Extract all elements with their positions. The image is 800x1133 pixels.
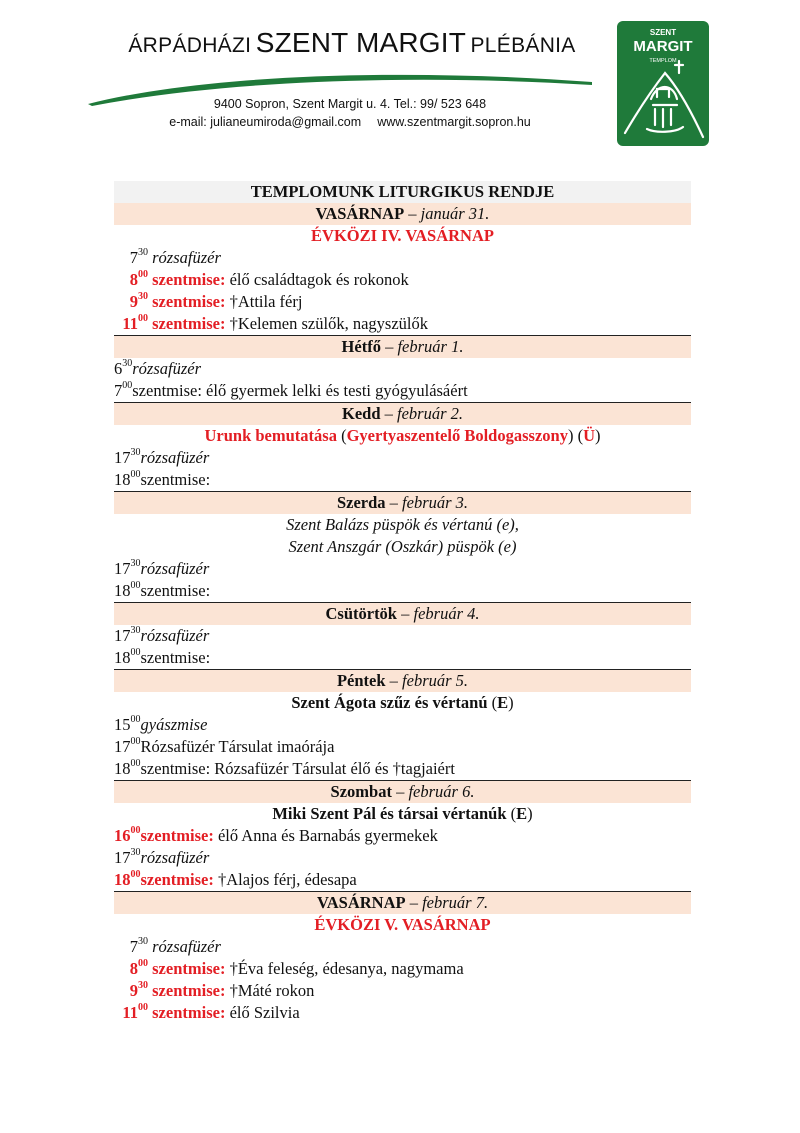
event-label: szentmise: xyxy=(140,870,214,889)
event-label: gyászmise xyxy=(140,715,208,734)
day-header xyxy=(114,780,691,803)
day-header xyxy=(114,402,691,425)
event-hour: 18 xyxy=(114,648,131,667)
event-intention: †Éva feleség, édesanya, nagymama xyxy=(229,959,464,978)
event-time xyxy=(114,825,141,847)
day-separator: – xyxy=(391,782,409,801)
event-row xyxy=(114,758,691,780)
event-label: szentmise: xyxy=(152,959,226,978)
day-name: VASÁRNAP xyxy=(315,204,405,223)
event-label: rózsafüzér xyxy=(140,448,210,467)
event-row xyxy=(114,714,691,736)
event-time xyxy=(114,380,132,402)
day-date: február 7. xyxy=(422,893,489,912)
event-intention: élő Szilvia xyxy=(229,1003,300,1022)
day-separator: – xyxy=(397,604,414,623)
event-hour: 9 xyxy=(129,292,138,311)
feast-part: ) xyxy=(508,693,514,712)
event-minute: 00 xyxy=(130,469,141,480)
event-row xyxy=(114,847,691,869)
event-time xyxy=(114,358,132,380)
contact-line xyxy=(130,113,570,131)
event-hour: 6 xyxy=(114,359,123,378)
church-logo xyxy=(617,21,709,146)
event-hour: 7 xyxy=(129,248,138,267)
event-label: szentmise: xyxy=(152,270,226,289)
day-separator: – xyxy=(405,893,423,912)
event-minute: 00 xyxy=(130,869,141,880)
event-time xyxy=(114,313,148,335)
event-time xyxy=(114,758,141,780)
day-separator: – xyxy=(385,671,403,690)
feast-part: ) xyxy=(595,426,601,445)
event-minute: 00 xyxy=(130,825,141,836)
event-hour: 17 xyxy=(114,559,131,578)
event-label: szentmise: xyxy=(152,314,226,333)
day-header xyxy=(114,203,691,225)
event-hour: 18 xyxy=(114,581,131,600)
event-time xyxy=(114,625,141,647)
event-minute: 30 xyxy=(138,936,148,947)
feast-name: ÉVKÖZI V. VASÁRNAP xyxy=(314,915,491,934)
event-label: szentmise: xyxy=(140,759,211,778)
event-minute: 30 xyxy=(130,447,141,458)
feast-part: E xyxy=(497,693,509,712)
day-separator: – xyxy=(380,404,397,423)
parish-name-main: SZENT MARGIT xyxy=(255,27,467,58)
feast-part: Urunk bemutatása xyxy=(204,426,337,445)
event-row xyxy=(114,580,691,602)
day-date: február 6. xyxy=(408,782,475,801)
event-time xyxy=(114,869,141,891)
event-time xyxy=(114,714,141,736)
day-header xyxy=(114,491,691,514)
event-row xyxy=(114,1002,691,1024)
email-text: e-mail: julianeumiroda@gmail.com xyxy=(169,115,362,129)
event-row xyxy=(114,647,691,669)
event-label: rózsafüzér xyxy=(140,626,210,645)
feast-line xyxy=(114,225,691,247)
event-hour: 17 xyxy=(114,848,131,867)
event-row xyxy=(114,358,691,380)
feast-part: ( xyxy=(506,804,517,823)
event-hour: 7 xyxy=(114,381,123,400)
logo-text-main: MARGIT xyxy=(633,38,693,55)
day-date: február 3. xyxy=(402,493,469,512)
day-name: Szerda xyxy=(336,493,386,512)
event-time xyxy=(114,291,148,313)
feast-name: Szent Balázs püspök és vértanú (e), xyxy=(286,515,519,534)
feast-line xyxy=(114,514,691,536)
event-label: szentmise: xyxy=(152,981,226,1000)
event-intention: †Kelemen szülők, nagyszülők xyxy=(229,314,428,333)
event-row xyxy=(114,291,691,313)
event-row xyxy=(114,625,691,647)
feast-name: Szent Anszgár (Oszkár) püspök (e) xyxy=(288,537,517,556)
event-row xyxy=(114,313,691,335)
website-text: www.szentmargit.sopron.hu xyxy=(377,115,531,129)
feast-line xyxy=(114,803,691,825)
event-row xyxy=(114,825,691,847)
event-row xyxy=(114,269,691,291)
event-hour: 17 xyxy=(114,448,131,467)
event-hour: 11 xyxy=(122,314,138,333)
event-intention: élő gyermek lelki és testi gyógyulásáért xyxy=(206,381,468,400)
event-time xyxy=(114,847,141,869)
event-hour: 18 xyxy=(114,870,131,889)
event-time xyxy=(114,736,141,758)
event-minute: 00 xyxy=(138,313,148,324)
event-label: szentmise: xyxy=(140,648,211,667)
event-intention: †Alajos férj, édesapa xyxy=(217,870,357,889)
event-intention: †Attila férj xyxy=(229,292,303,311)
parish-name-prefix: ÁRPÁDHÁZI xyxy=(128,34,252,57)
event-minute: 30 xyxy=(130,558,141,569)
event-label: szentmise: xyxy=(132,381,202,400)
event-label: szentmise: xyxy=(140,826,214,845)
event-minute: 30 xyxy=(138,291,148,302)
event-label: rózsafüzér xyxy=(152,248,221,267)
day-separator: – xyxy=(385,493,403,512)
event-time xyxy=(114,469,141,491)
day-header xyxy=(114,602,691,625)
event-time xyxy=(114,269,148,291)
event-label: szentmise: xyxy=(152,1003,226,1022)
day-name: Péntek xyxy=(336,671,386,690)
day-separator: – xyxy=(404,204,421,223)
event-intention: †Máté rokon xyxy=(229,981,315,1000)
event-label: Rózsafüzér Társulat imaórája xyxy=(140,737,335,756)
feast-part: ( xyxy=(336,426,347,445)
logo-text-top: SZENT xyxy=(649,28,677,37)
event-hour: 7 xyxy=(129,937,138,956)
event-time xyxy=(114,980,148,1002)
day-date: január 31. xyxy=(420,204,490,223)
day-date: február 4. xyxy=(413,604,480,623)
event-label: rózsafüzér xyxy=(140,848,210,867)
event-time xyxy=(114,936,148,958)
feast-part: E xyxy=(516,804,528,823)
day-name: Szombat xyxy=(330,782,392,801)
liturgy-schedule xyxy=(114,181,691,1024)
day-header xyxy=(114,891,691,914)
parish-name xyxy=(112,27,592,59)
day-date: február 1. xyxy=(397,337,464,356)
day-name: Kedd xyxy=(341,404,381,423)
feast-part: ) xyxy=(527,804,533,823)
event-row xyxy=(114,380,691,402)
event-row xyxy=(114,447,691,469)
event-row xyxy=(114,469,691,491)
event-minute: 30 xyxy=(122,358,133,369)
event-intention: élő Anna és Barnabás gyermekek xyxy=(217,826,438,845)
day-date: február 5. xyxy=(402,671,469,690)
feast-line xyxy=(114,425,691,447)
event-minute: 00 xyxy=(138,958,148,969)
feast-part: ) ( xyxy=(567,426,584,445)
day-name: Hétfő xyxy=(341,337,381,356)
contact-block xyxy=(130,95,570,131)
event-row xyxy=(114,247,691,269)
event-time xyxy=(114,647,141,669)
event-row xyxy=(114,958,691,980)
feast-line xyxy=(114,536,691,558)
event-row xyxy=(114,936,691,958)
event-hour: 11 xyxy=(122,1003,138,1022)
event-minute: 00 xyxy=(130,758,141,769)
event-hour: 8 xyxy=(129,270,138,289)
event-minute: 00 xyxy=(130,647,141,658)
event-label: rózsafüzér xyxy=(140,559,210,578)
event-minute: 30 xyxy=(138,247,148,258)
event-label: rózsafüzér xyxy=(152,937,221,956)
logo-text-bottom: TEMPLOM xyxy=(649,58,677,64)
feast-line xyxy=(114,914,691,936)
event-minute: 00 xyxy=(138,269,148,280)
event-minute: 00 xyxy=(122,380,133,391)
event-time xyxy=(114,1002,148,1024)
feast-line xyxy=(114,692,691,714)
event-hour: 8 xyxy=(129,959,138,978)
event-intention: élő családtagok és rokonok xyxy=(229,270,409,289)
event-hour: 18 xyxy=(114,759,131,778)
address-line: 9400 Sopron, Szent Margit u. 4. Tel.: 99/ 523 648 xyxy=(213,97,487,111)
schedule-title: TEMPLOMUNK LITURGIKUS RENDJE xyxy=(114,181,691,203)
event-minute: 30 xyxy=(138,980,148,991)
day-name: VASÁRNAP xyxy=(316,893,406,912)
event-row xyxy=(114,980,691,1002)
event-row xyxy=(114,869,691,891)
event-time xyxy=(114,580,141,602)
feast-part: Miki Szent Pál és társai vértanúk xyxy=(272,804,507,823)
event-time xyxy=(114,447,141,469)
event-minute: 30 xyxy=(130,847,141,858)
event-intention: Rózsafüzér Társulat élő és †tagjaiért xyxy=(214,759,455,778)
event-row xyxy=(114,558,691,580)
event-hour: 17 xyxy=(114,737,131,756)
event-label: szentmise: xyxy=(140,470,211,489)
feast-part: Gyertyaszentelő Boldogasszony xyxy=(346,426,568,445)
event-hour: 18 xyxy=(114,470,131,489)
event-minute: 00 xyxy=(130,580,141,591)
day-header xyxy=(114,335,691,358)
event-hour: 16 xyxy=(114,826,131,845)
event-minute: 00 xyxy=(130,714,141,725)
event-time xyxy=(114,558,141,580)
day-date: február 2. xyxy=(397,404,463,423)
event-time xyxy=(114,247,148,269)
event-hour: 15 xyxy=(114,715,131,734)
feast-name: ÉVKÖZI IV. VASÁRNAP xyxy=(311,226,494,245)
day-header xyxy=(114,669,691,692)
event-label: szentmise: xyxy=(152,292,226,311)
parish-name-suffix: PLÉBÁNIA xyxy=(470,34,576,57)
event-hour: 9 xyxy=(129,981,138,1000)
feast-part: ( xyxy=(487,693,498,712)
day-separator: – xyxy=(380,337,398,356)
event-minute: 00 xyxy=(138,1002,148,1013)
event-label: rózsafüzér xyxy=(132,359,202,378)
event-hour: 17 xyxy=(114,626,131,645)
event-row xyxy=(114,736,691,758)
event-label: szentmise: xyxy=(140,581,211,600)
day-name: Csütörtök xyxy=(325,604,397,623)
event-time xyxy=(114,958,148,980)
event-minute: 30 xyxy=(130,625,141,636)
event-minute: 00 xyxy=(130,736,141,747)
feast-part: Ü xyxy=(583,426,595,445)
feast-part: Szent Ágota szűz és vértanú xyxy=(291,693,488,712)
